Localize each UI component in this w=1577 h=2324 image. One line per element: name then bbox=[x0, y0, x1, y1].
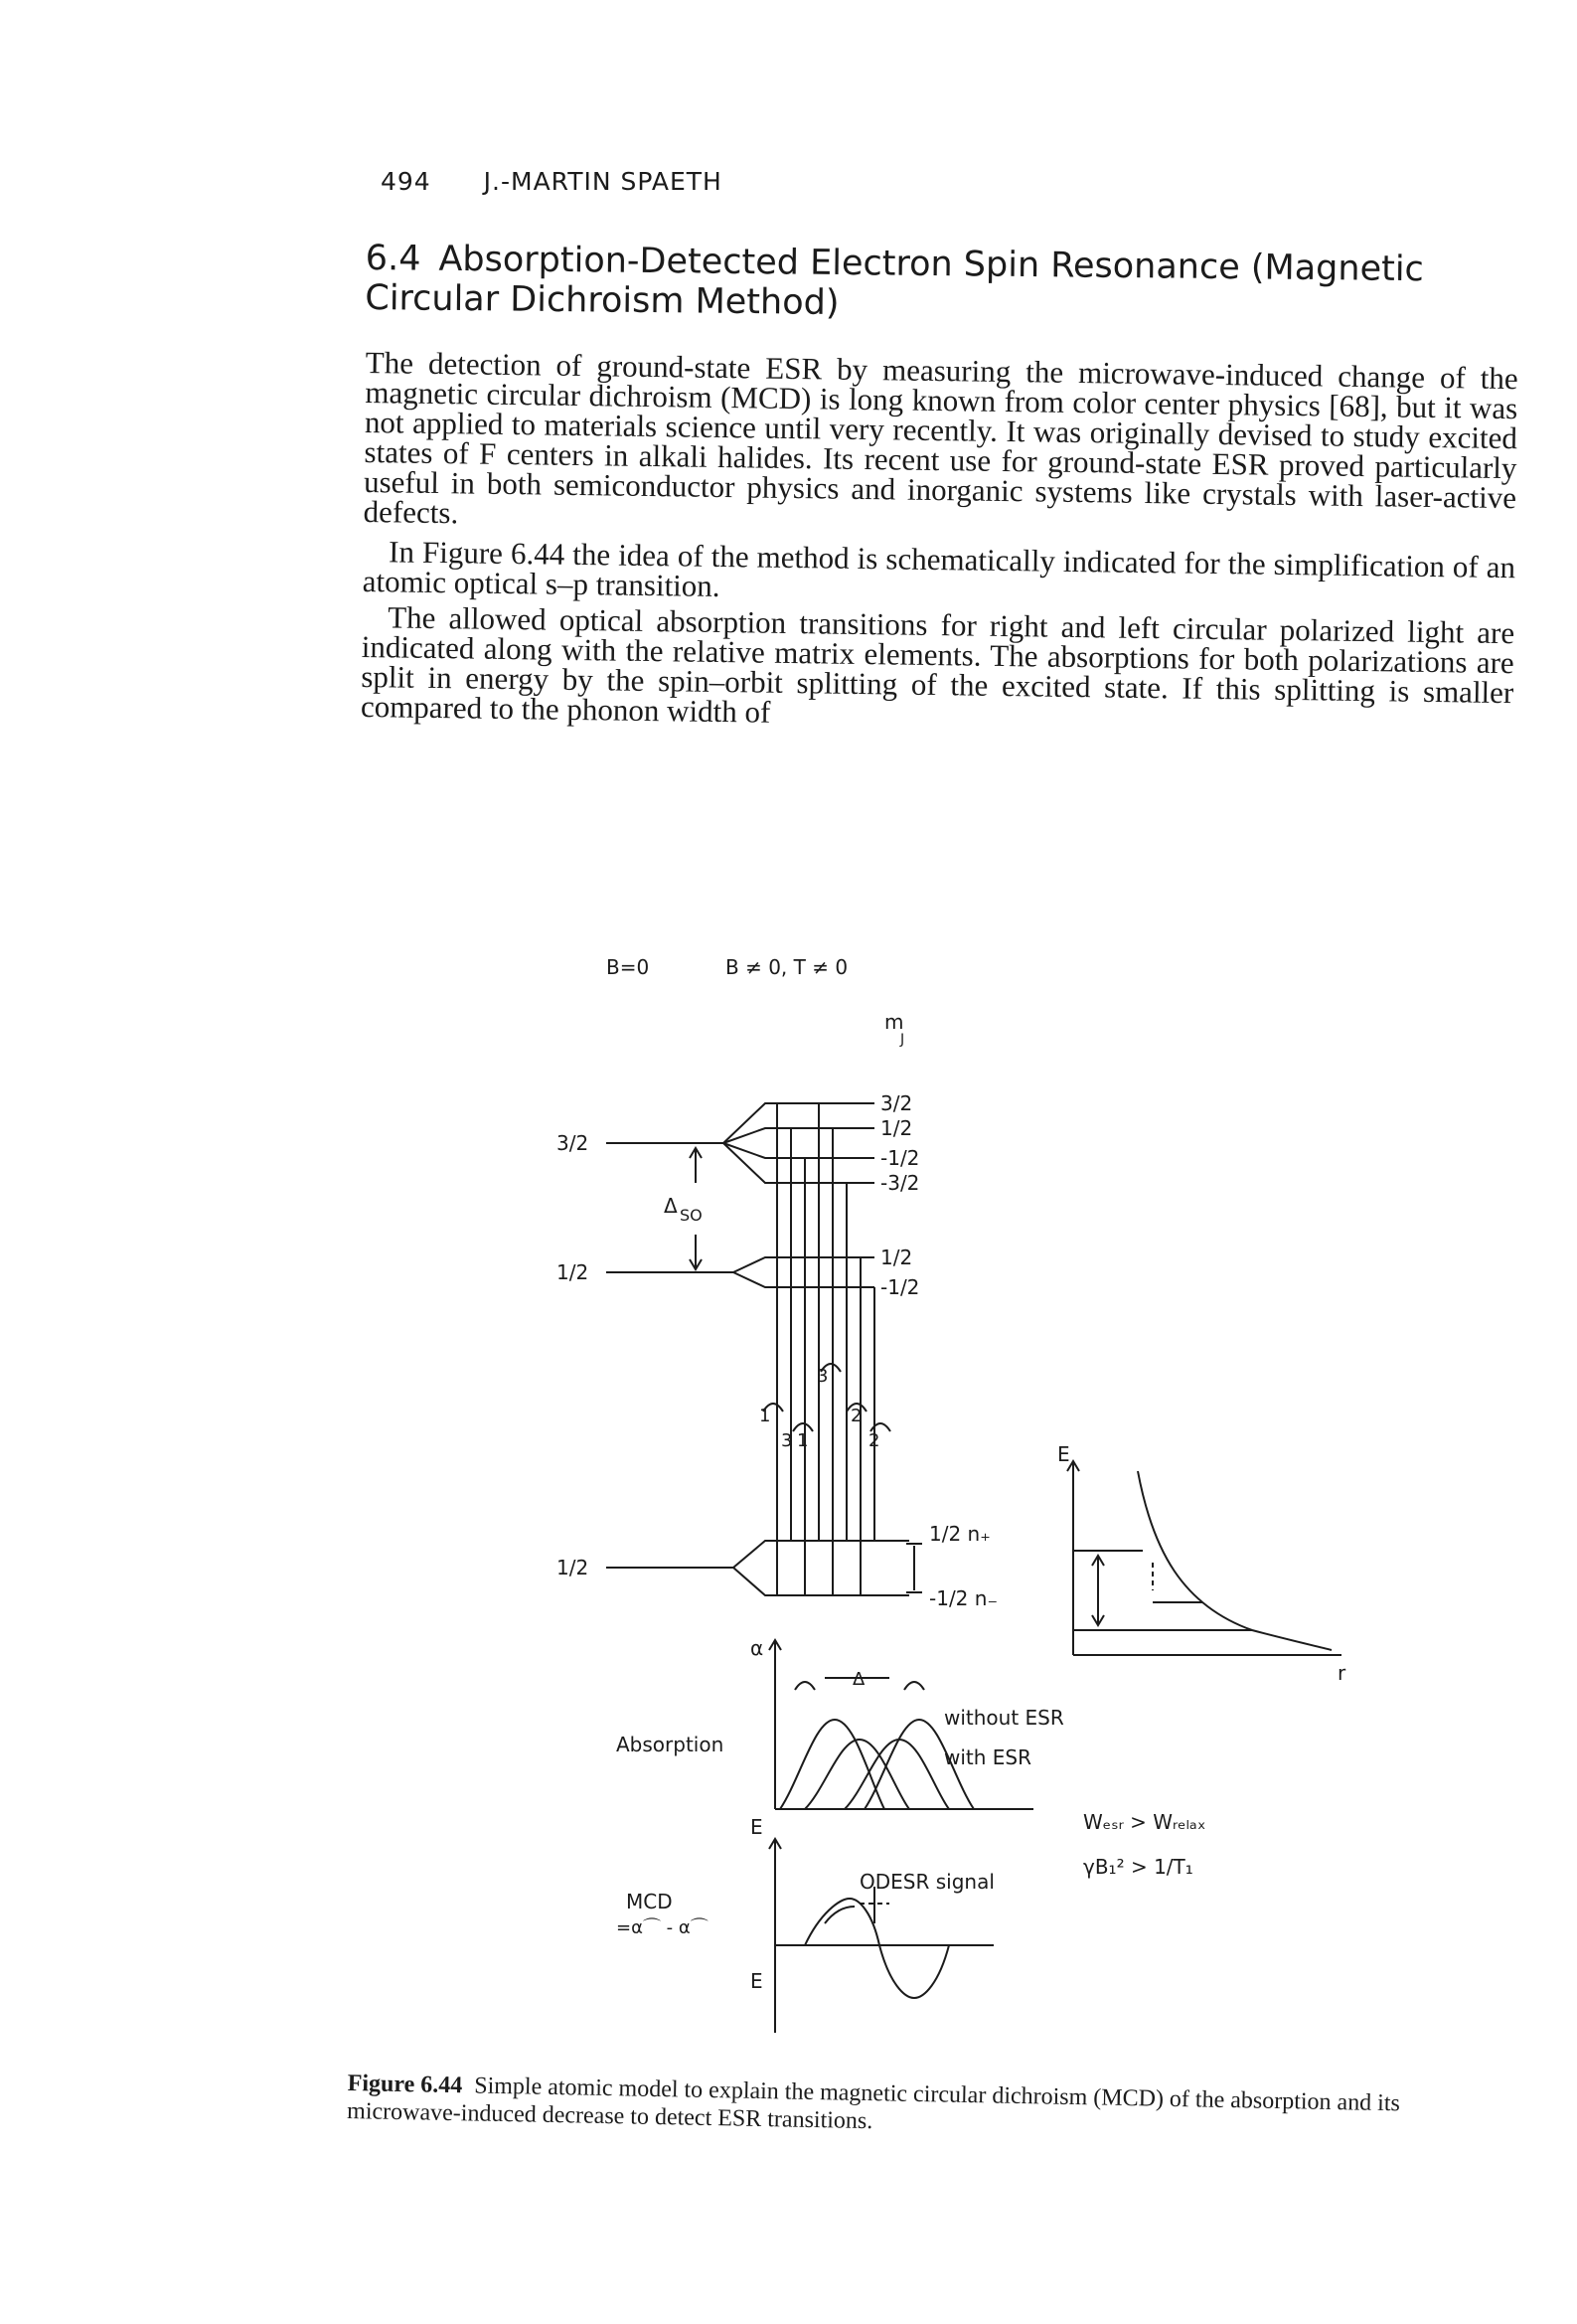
label-mcd-formula: =α⌒ - α⌒ bbox=[616, 1917, 709, 1938]
paragraph-2: In Figure 6.44 the idea of the method is schematically indicated for the simplification of an atomic optical s–p transition. bbox=[362, 534, 1516, 604]
label-mj: m bbox=[884, 1010, 904, 1034]
page-number: 494 bbox=[381, 167, 431, 196]
split-line-m1-2 bbox=[723, 1143, 874, 1158]
mcd-curve bbox=[805, 1899, 949, 1998]
label-delta-so-sub: SO bbox=[680, 1206, 703, 1225]
label-delta-so: Δ bbox=[664, 1194, 678, 1218]
label-odesr-signal: ODESR signal bbox=[860, 1870, 995, 1894]
absorption-peak-1 bbox=[780, 1720, 884, 1809]
section-number: 6.4 bbox=[365, 239, 421, 279]
label-sub-m3-2: -3/2 bbox=[880, 1171, 920, 1195]
body-text bbox=[360, 345, 1518, 744]
label-ground-minus: -1/2 n₋ bbox=[929, 1586, 998, 1610]
label-e-axis-2: E bbox=[750, 1969, 763, 1993]
label-level-3-2: 3/2 bbox=[556, 1131, 589, 1155]
label-sub2-1-2: 1/2 bbox=[880, 1245, 913, 1269]
label-level-1-2-upper: 1/2 bbox=[556, 1260, 589, 1284]
label-level-1-2-ground: 1/2 bbox=[556, 1556, 589, 1579]
label-ground-plus: 1/2 n₊ bbox=[929, 1522, 991, 1546]
label-b-zero: B=0 bbox=[606, 955, 650, 979]
ground-split-minus bbox=[733, 1568, 909, 1595]
inset-potential-curve bbox=[1138, 1471, 1332, 1650]
label-e-axis-1: E bbox=[750, 1815, 763, 1839]
absorption-arc-1 bbox=[795, 1682, 815, 1690]
matrix-element-3b: 3 bbox=[817, 1366, 829, 1387]
label-rate-condition: Wₑₛᵣ > Wᵣₑₗₐₓ bbox=[1083, 1810, 1206, 1834]
label-field-condition: γB₁² > 1/T₁ bbox=[1083, 1855, 1193, 1879]
label-mj-sub: J bbox=[900, 1032, 905, 1048]
section-heading bbox=[365, 239, 1528, 330]
split-line-3-2 bbox=[723, 1103, 874, 1143]
label-with-esr: with ESR bbox=[944, 1745, 1032, 1769]
matrix-element-2b: 2 bbox=[868, 1430, 880, 1451]
caption-label: Figure 6.44 bbox=[347, 2070, 463, 2099]
label-delta: Δ bbox=[853, 1669, 866, 1690]
label-sub-m1-2: -1/2 bbox=[880, 1146, 920, 1170]
energy-level-diagram bbox=[556, 944, 1510, 2048]
figure-6-44 bbox=[556, 944, 1510, 2048]
section-title: Absorption-Detected Electron Spin Resonance (Magnetic Circular Dichroism Method) bbox=[365, 239, 1425, 323]
label-radius-r: r bbox=[1338, 1661, 1346, 1685]
absorption-arc-2 bbox=[904, 1682, 924, 1690]
figure-caption bbox=[347, 2070, 1510, 2147]
split-line-1-2 bbox=[723, 1128, 874, 1143]
matrix-element-2a: 2 bbox=[851, 1406, 863, 1426]
label-mcd: MCD bbox=[626, 1890, 673, 1913]
author-name: J.-MARTIN SPAETH bbox=[483, 167, 722, 196]
running-head bbox=[381, 167, 722, 196]
label-sub-1-2: 1/2 bbox=[880, 1116, 913, 1140]
paragraph-3: The allowed optical absorption transitions for right and left circular polarized light are indicated along with the relative matrix elements. The absorptions for both polarizations are split in energy by the spin–orbit splitting of the excited state. If this splitting is smaller compared to the phonon width of bbox=[360, 599, 1515, 730]
matrix-element-1b: 1 bbox=[797, 1430, 809, 1451]
matrix-element-1: 1 bbox=[759, 1406, 771, 1426]
label-energy-e: E bbox=[1057, 1442, 1070, 1466]
ground-split-plus bbox=[733, 1541, 909, 1568]
label-sub-3-2: 3/2 bbox=[880, 1091, 913, 1115]
label-absorption: Absorption bbox=[616, 1733, 724, 1756]
label-without-esr: without ESR bbox=[944, 1706, 1064, 1730]
label-sub2-m1-2: -1/2 bbox=[880, 1275, 920, 1299]
label-alpha: α bbox=[750, 1636, 764, 1660]
paragraph-1: The detection of ground-state ESR by measuring the microwave-induced change of the magnetic circular dichroism (MCD) is long known from color center physics [68], but it was not applied to materials science until very recently. It was originally devised to study excited states of F centers in alkali halides. Its recent use for ground-state ESR proved particularly useful in both semiconductor physics and inorganic systems like crystals with laser-active defects. bbox=[363, 345, 1518, 531]
label-b-nonzero: B ≠ 0, T ≠ 0 bbox=[725, 955, 849, 979]
matrix-element-3a: 3 bbox=[781, 1430, 793, 1451]
split-line-m3-2 bbox=[723, 1143, 874, 1183]
caption-text: Simple atomic model to explain the magnetic circular dichroism (MCD) of the absorption and its microwave-induced decrease to detect ESR transitions. bbox=[346, 2073, 1401, 2135]
